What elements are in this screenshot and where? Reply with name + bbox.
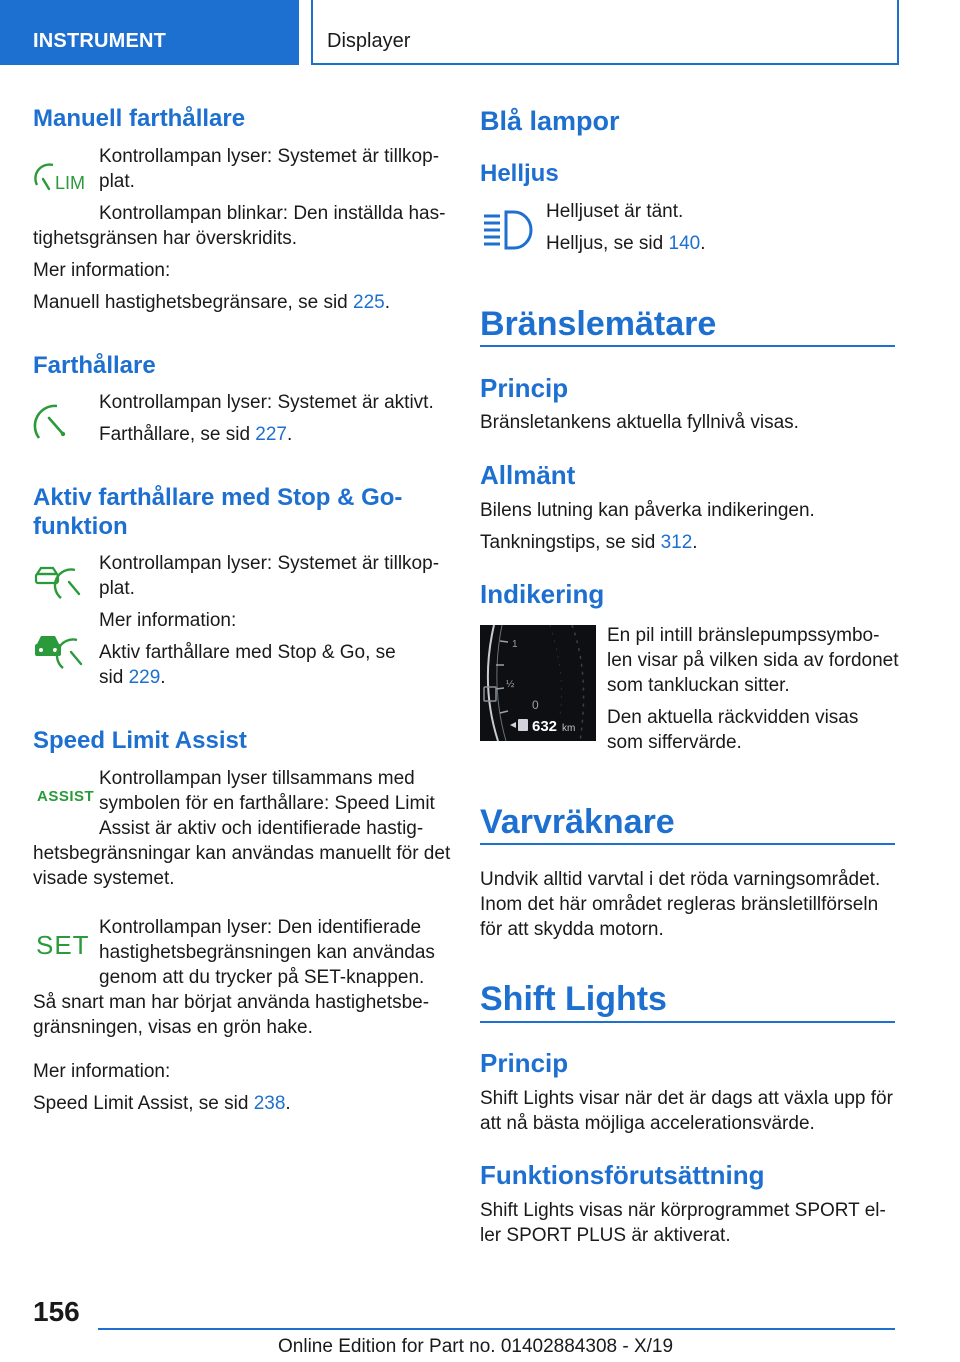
s4-para2-line4: Så snart man har börjat använda hastighetsbe- [33, 992, 430, 1013]
s2-reference: Farthållare, se sid 227. [99, 424, 293, 445]
header-chapter-label: Displayer [327, 30, 411, 52]
s4-para1-line4: hetsbegränsningar kan användas manuellt för det [33, 843, 451, 864]
varvraknare-line1: Undvik alltid varvtal i det röda varningsområdet. [480, 869, 881, 890]
varvraknare-line3: för att skydda motorn. [480, 919, 664, 940]
gauge-full-mark: 1 [512, 639, 518, 650]
shift-lights-rule [480, 1021, 895, 1023]
branslematare-rule [480, 345, 895, 347]
allmant-text: Bilens lutning kan påverka indikeringen. [480, 500, 815, 521]
s4-reference: Speed Limit Assist, se sid 238. [33, 1093, 291, 1114]
s3-para1-line2: plat. [99, 578, 135, 599]
page-link-238[interactable]: 238 [253, 1093, 286, 1114]
shift-princip-line1: Shift Lights visar när det är dags att växla upp för [480, 1088, 893, 1109]
footer-rule [98, 1328, 895, 1330]
indikering-para2-line1: Den aktuella räckvidden visas [607, 707, 859, 728]
active-cruise-control-icon [33, 560, 91, 604]
heading-manuell-farthallare: Manuell farthållare [33, 105, 246, 132]
heading-shift-lights: Shift Lights [480, 980, 667, 1018]
s3-more-info: Mer information: [99, 610, 237, 631]
heading-branslematare: Bränslemätare [480, 305, 717, 343]
s1-para1-line1: Kontrollampan lyser: Systemet är tillkop- [99, 146, 440, 167]
header-chapter-tab [311, 0, 899, 65]
footer-edition: Online Edition for Part no. 01402884308 - X/19 [278, 1336, 674, 1357]
high-beam-icon [480, 208, 538, 252]
page-link-140[interactable]: 140 [668, 233, 701, 254]
heading-aktiv-farthallare-line1: Aktiv farthållare med Stop & Go- [33, 484, 403, 511]
cruise-control-icon [33, 400, 91, 444]
s4-para2-line3: genom att du trycker på SET-knappen. [99, 967, 425, 988]
gauge-half-mark: ½ [506, 679, 515, 690]
shift-funk-line1: Shift Lights visas när körprogrammet SPORT el- [480, 1200, 886, 1221]
page-link-225[interactable]: 225 [353, 292, 385, 313]
indikering-para1-line3: som tankluckan sitter. [607, 675, 790, 696]
s4-para2-line1: Kontrollampan lyser: Den identifierade [99, 917, 422, 938]
page-link-229[interactable]: 229 [128, 667, 161, 688]
heading-allmant: Allmänt [480, 460, 576, 490]
indikering-para1-line1: En pil intill bränslepumpssymbo- [607, 625, 880, 646]
heading-aktiv-farthallare-line2: funktion [33, 513, 128, 540]
varvraknare-rule [480, 843, 895, 845]
heading-princip-2: Princip [480, 1048, 569, 1078]
indikering-para1-line2: len visar på vilken sida av fordonet [607, 650, 899, 671]
active-cruise-control-stopgo-icon [33, 630, 91, 674]
set-icon: SET [36, 930, 90, 960]
s4-more-info: Mer information: [33, 1061, 171, 1082]
s1-reference: Manuell hastighetsbegränsare, se sid 225. [33, 292, 391, 313]
header-section-tab [0, 0, 299, 65]
heading-varvraknare: Varvräknare [480, 803, 675, 841]
heading-helljus: Helljus [480, 160, 559, 187]
shift-funk-line2: ler SPORT PLUS är aktiverat. [480, 1225, 731, 1246]
s1-para2-line2: tighetsgränsen har överskridits. [33, 228, 298, 249]
s4-para2-line5: gränsningen, visas en grön hake. [33, 1017, 313, 1038]
indikering-para2-line2: som siffervärde. [607, 732, 742, 753]
page-link-227[interactable]: 227 [255, 424, 287, 445]
range-unit: km [562, 723, 576, 734]
s3-ref-line1: Aktiv farthållare med Stop & Go, se [99, 642, 396, 663]
s3-para1-line1: Kontrollampan lyser: Systemet är tillkop- [99, 553, 440, 574]
shift-princip-line2: att nå bästa möjliga accelerationsvärde. [480, 1113, 815, 1134]
s3-reference: sid 229. [99, 667, 166, 688]
gauge-empty-mark: 0 [532, 698, 539, 712]
tank-reference: Tankningstips, se sid 312. [480, 532, 698, 553]
s4-para1-line3: Assist är aktiv och identifierade hastig- [99, 818, 424, 839]
range-value: 632 [532, 718, 558, 735]
heading-farthallare: Farthållare [33, 352, 156, 379]
page-number: 156 [33, 1296, 80, 1327]
speed-limiter-icon [33, 155, 91, 199]
fuel-gauge-image [480, 625, 596, 741]
heading-speed-limit-assist: Speed Limit Assist [33, 727, 247, 754]
princip-text-1: Bränsletankens aktuella fyllnivå visas. [480, 412, 799, 433]
s1-more-info: Mer information: [33, 260, 171, 281]
page-link-312[interactable]: 312 [660, 532, 693, 553]
s4-para2-line2: hastighetsbegränsningen kan användas [99, 942, 435, 963]
heading-bla-lampor: Blå lampor [480, 106, 620, 136]
lim-text: LIM [55, 173, 86, 193]
s2-para1: Kontrollampan lyser: Systemet är aktivt. [99, 392, 434, 413]
heading-princip-1: Princip [480, 373, 569, 403]
header-section-label: INSTRUMENT [33, 30, 167, 52]
s1-para2-line1: Kontrollampan blinkar: Den inställda has- [99, 203, 446, 224]
assist-icon: ASSIST [37, 788, 95, 805]
helljus-reference: Helljus, se sid 140. [546, 233, 706, 254]
heading-indikering: Indikering [480, 579, 605, 609]
heading-funktionsforutsattning: Funktionsförutsättning [480, 1160, 765, 1190]
s4-para1-line2: symbolen för en farthållare: Speed Limit [99, 793, 435, 814]
varvraknare-line2: Inom det här området regleras bränsletillförseln [480, 894, 879, 915]
s4-para1-line1: Kontrollampan lyser tillsammans med [99, 768, 415, 789]
s4-para1-line5: visade systemet. [33, 868, 175, 889]
s1-para1-line2: plat. [99, 171, 135, 192]
helljus-para1: Helljuset är tänt. [546, 201, 684, 222]
